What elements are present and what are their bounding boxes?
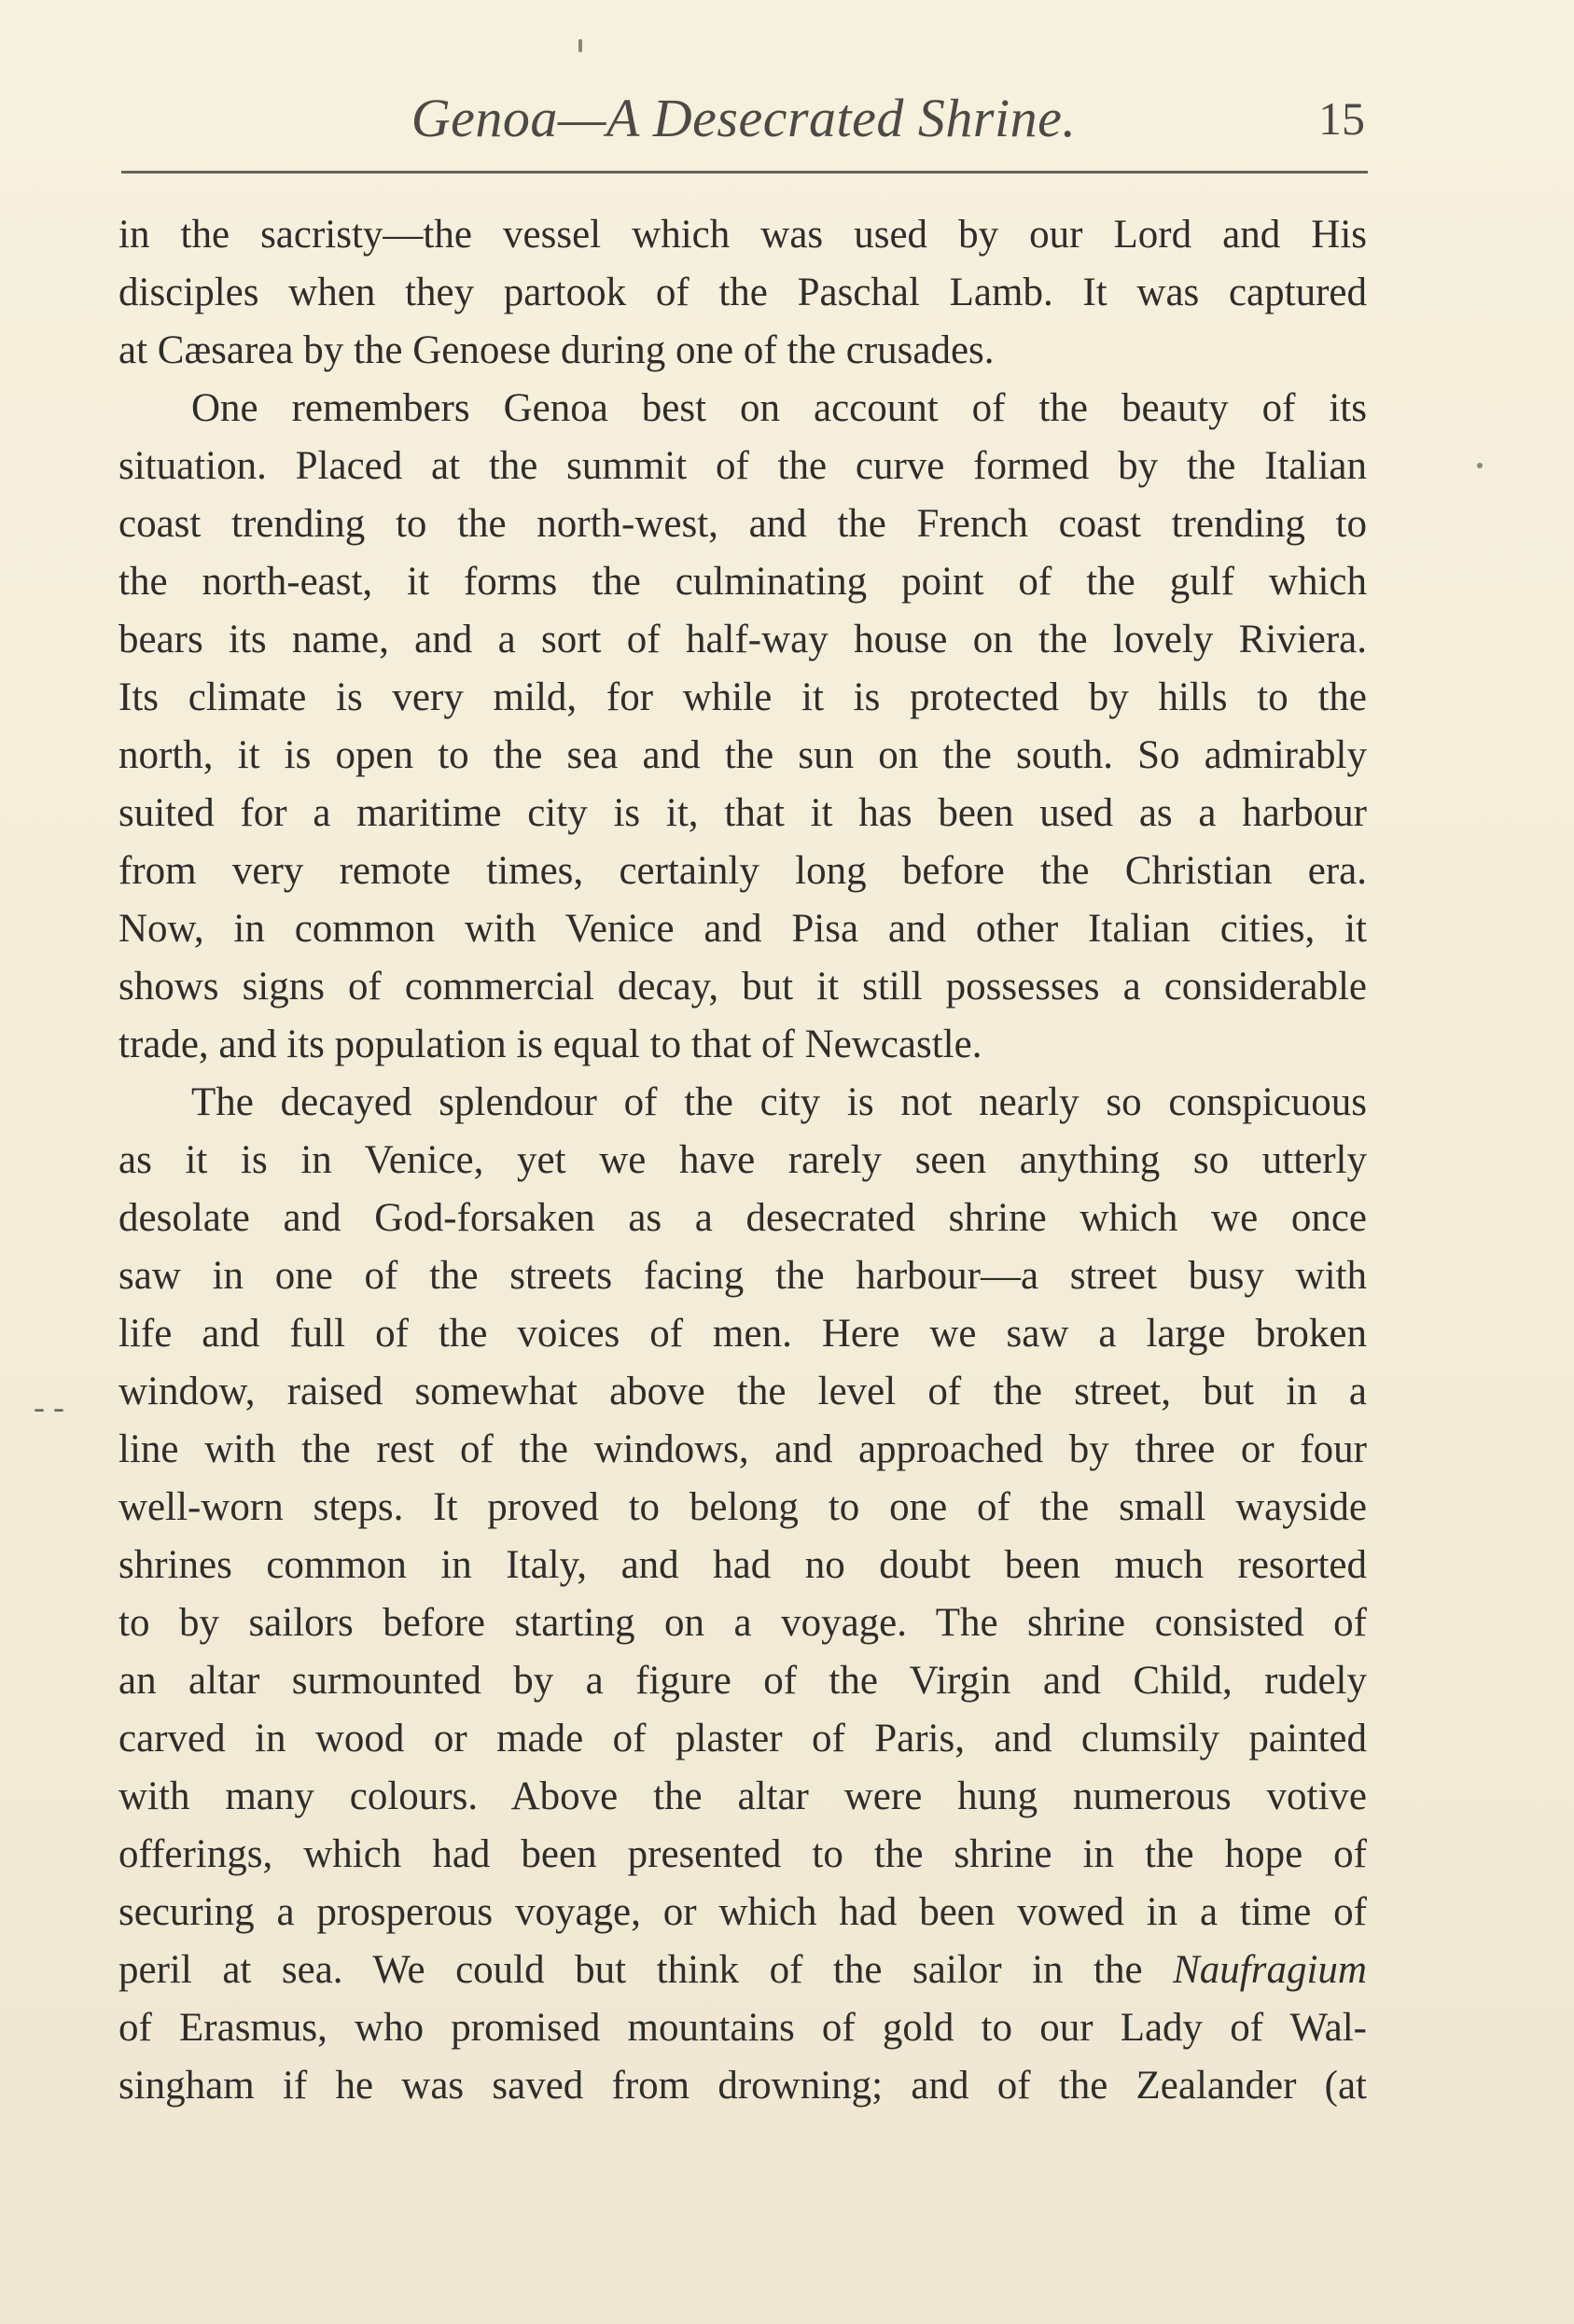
text-line: offerings, which had been presented to the shrine in the hope of (118, 1832, 1367, 1876)
text-fragment: peril at sea. We could but think of the sailor in the (118, 1948, 1174, 1992)
text-line: suited for a maritime city is it, that it has been used as a harbour (118, 791, 1367, 835)
text-line: well-worn steps. It proved to belong to one of the small wayside (118, 1485, 1367, 1529)
text-line: of Erasmus, who promised mountains of gold to our Lady of Wal- (118, 2006, 1367, 2050)
text-line: saw in one of the streets facing the harbour—a street busy with (118, 1254, 1367, 1298)
text-line: window, raised somewhat above the level of the street, but in a (118, 1370, 1367, 1413)
text-line: in the sacristy—the vessel which was used by our Lord and His (118, 213, 1367, 257)
margin-dash-mark: - - (34, 1388, 64, 1426)
text-line: bears its name, and a sort of half-way house on the lovely Riviera. (118, 618, 1367, 661)
text-line: carved in wood or made of plaster of Paris, and clumsily painted (118, 1717, 1367, 1760)
page-number: 15 (1318, 92, 1365, 145)
text-line: north, it is open to the sea and the sun on the south. So admirably (118, 733, 1367, 777)
ink-speck (578, 39, 582, 52)
text-line-naufragium (118, 1941, 1367, 1999)
italic-title-naufragium: Naufragium (1173, 1948, 1367, 1992)
text-line: an altar surmounted by a figure of the Virgin and Child, rudely (118, 1659, 1367, 1703)
text-line: at Cæsarea by the Genoese during one of the crusades. (118, 328, 995, 372)
text-line: Its climate is very mild, for while it is protected by hills to the (118, 675, 1367, 719)
header-rule (121, 171, 1368, 174)
text-line: coast trending to the north-west, and the French coast trending to (118, 502, 1367, 546)
text-line: shrines common in Italy, and had no doubt been much resorted (118, 1543, 1367, 1587)
text-line: the north-east, it forms the culminating point of the gulf which (118, 560, 1367, 604)
text-line: desolate and God-forsaken as a desecrated shrine which we once (118, 1196, 1367, 1240)
text-line: securing a prosperous voyage, or which had been vowed in a time of (118, 1890, 1367, 1934)
text-line: disciples when they partook of the Paschal Lamb. It was captured (118, 271, 1367, 314)
text-line: shows signs of commercial decay, but it still possesses a considerable (118, 965, 1367, 1009)
text-line: trade, and its population is equal to that of Newcastle. (118, 1023, 982, 1066)
text-line: situation. Placed at the summit of the curve formed by the Italian (118, 444, 1367, 488)
text-line: life and full of the voices of men. Here we saw a large broken (118, 1312, 1367, 1356)
running-head (118, 82, 1369, 157)
margin-dot-mark (1477, 463, 1483, 468)
text-line: One remembers Genoa best on account of the beauty of its (191, 386, 1367, 430)
text-line: Now, in common with Venice and Pisa and other Italian cities, it (118, 907, 1367, 951)
running-title: Genoa—A Desecrated Shrine. (411, 88, 1077, 148)
text-line: from very remote times, certainly long before the Christian era. (118, 849, 1367, 893)
text-line: The decayed splendour of the city is not nearly so conspicuous (191, 1080, 1367, 1124)
text-line: to by sailors before starting on a voyage. The shrine consisted of (118, 1601, 1367, 1645)
text-line: as it is in Venice, yet we have rarely seen anything so utterly (118, 1138, 1367, 1182)
body-text (118, 206, 1367, 2115)
text-line: singham if he was saved from drowning; and of the Zealander (at (118, 2064, 1367, 2108)
text-line: with many colours. Above the altar were hung numerous votive (118, 1774, 1367, 1818)
text-line: line with the rest of the windows, and approached by three or four (118, 1427, 1367, 1471)
